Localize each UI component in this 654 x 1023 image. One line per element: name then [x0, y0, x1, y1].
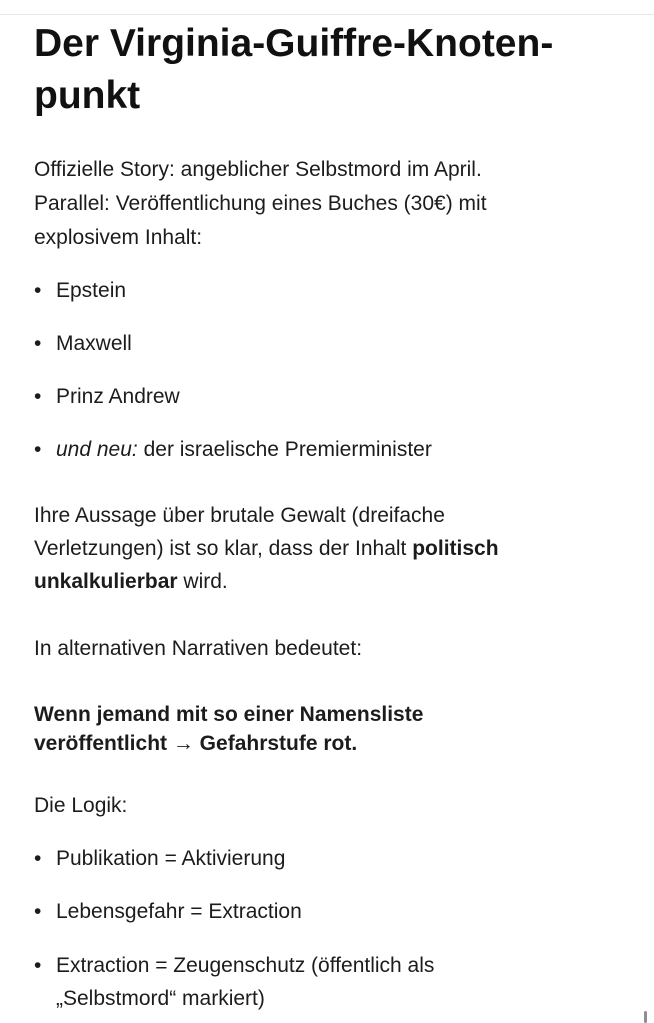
list-item-text: Lebensgefahr = Extraction [56, 900, 302, 923]
statement-line: wird. [177, 570, 228, 593]
bullet-marker: • [34, 847, 42, 870]
warning-line: veröffentlicht → Gefahrstufe rot. [34, 732, 358, 755]
statement-paragraph [34, 499, 614, 598]
list-item-emphasis: und neu: [56, 438, 138, 461]
bullet-marker: • [34, 900, 42, 923]
list-item-line: Extraction = Zeugenschutz (öffentlich als [56, 954, 435, 977]
list-item-text [56, 949, 616, 1015]
intro-line: Offizielle Story: angeblicher Selbstmord im April. [34, 158, 482, 181]
list-item-line: „Selbstmord“ markiert) [56, 987, 265, 1010]
list-item-text: Prinz Andrew [56, 385, 180, 408]
bullet-marker: • [34, 332, 42, 355]
intro-line: Parallel: Veröffentlichung eines Buches (30€) mit [34, 192, 487, 215]
bullet-marker: • [34, 279, 42, 302]
alt-narratives-paragraph: In alternativen Narrativen bedeutet: [34, 637, 363, 660]
page-title: Der Virginia-Guiffre-Knoten-punkt [34, 22, 554, 117]
intro-line: explosivem Inhalt: [34, 226, 203, 249]
list-item-text: Publikation = Aktivierung [56, 847, 286, 870]
bullet-marker: • [34, 954, 42, 977]
statement-line: Verletzungen) ist so klar, dass der Inhalt [34, 537, 413, 560]
list-item-text: Epstein [56, 279, 127, 302]
list-item-rest: der israelische Premierminister [137, 438, 432, 461]
logic-label: Die Logik: [34, 794, 128, 817]
warning-line: Wenn jemand mit so einer Namensliste [34, 703, 424, 726]
list-item-text: Maxwell [56, 332, 132, 355]
statement-emphasis: politisch [412, 537, 499, 560]
warning-paragraph [34, 700, 614, 758]
statement-line: Ihre Aussage über brutale Gewalt (dreifache [34, 504, 445, 527]
statement-emphasis: unkalkulierbar [34, 570, 178, 593]
intro-paragraph [34, 153, 614, 255]
scroll-indicator[interactable] [644, 1011, 647, 1023]
bullet-marker: • [34, 385, 42, 408]
top-divider [0, 14, 654, 15]
bullet-marker: • [34, 438, 42, 461]
list-item-text [56, 433, 616, 466]
